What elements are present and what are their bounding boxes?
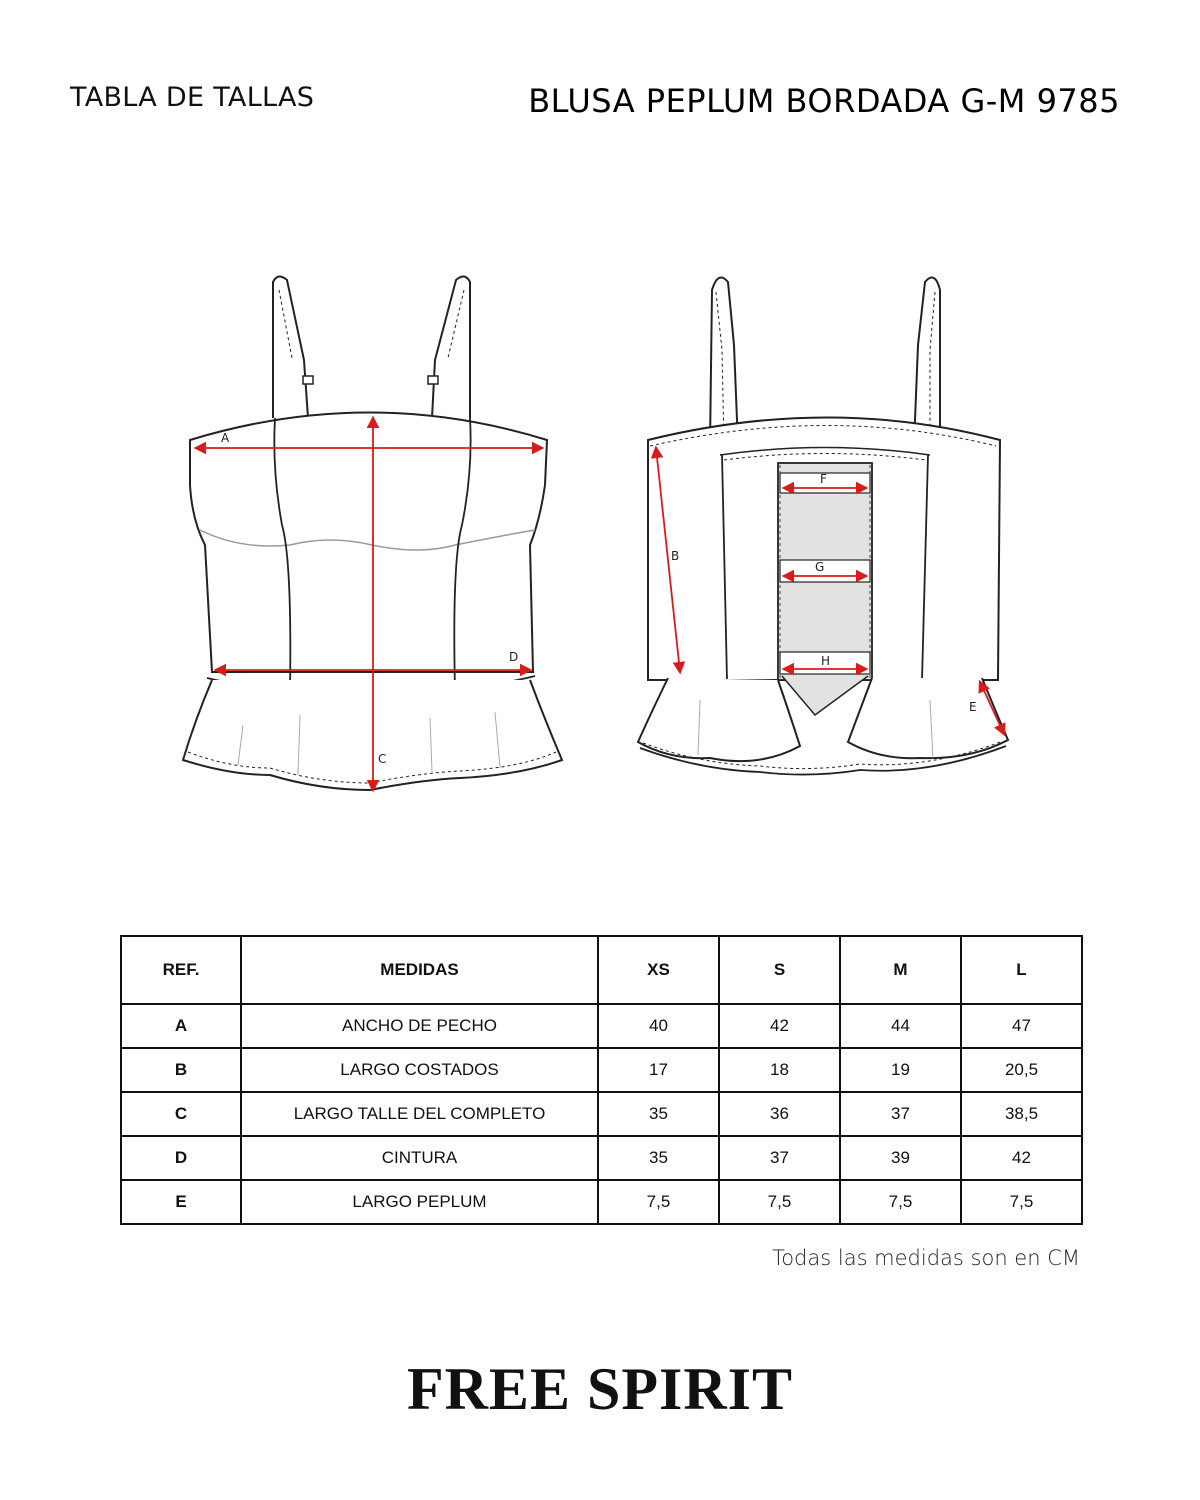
cell-s: 36 bbox=[719, 1092, 840, 1136]
header-ref: REF. bbox=[121, 936, 241, 1004]
header-xs: XS bbox=[598, 936, 719, 1004]
size-chart-title: TABLA DE TALLAS bbox=[70, 82, 315, 113]
garment-technical-drawing bbox=[0, 250, 1200, 810]
table-header-row bbox=[121, 936, 1082, 1004]
cell-l: 42 bbox=[961, 1136, 1082, 1180]
cell-s: 7,5 bbox=[719, 1180, 840, 1224]
table-row bbox=[121, 1136, 1082, 1180]
cell-xs: 17 bbox=[598, 1048, 719, 1092]
cell-m: 19 bbox=[840, 1048, 961, 1092]
table-row bbox=[121, 1048, 1082, 1092]
cell-xs: 40 bbox=[598, 1004, 719, 1048]
header-s: S bbox=[719, 936, 840, 1004]
cell-ref: E bbox=[121, 1180, 241, 1224]
cell-m: 44 bbox=[840, 1004, 961, 1048]
cell-m: 39 bbox=[840, 1136, 961, 1180]
header-medidas: MEDIDAS bbox=[241, 936, 598, 1004]
cell-xs: 7,5 bbox=[598, 1180, 719, 1224]
cell-medida: LARGO TALLE DEL COMPLETO bbox=[241, 1092, 598, 1136]
cell-medida: ANCHO DE PECHO bbox=[241, 1004, 598, 1048]
label-f: F bbox=[820, 472, 827, 486]
back-view bbox=[638, 278, 1008, 775]
label-g: G bbox=[815, 560, 825, 574]
label-e: E bbox=[969, 700, 977, 714]
size-table bbox=[120, 935, 1083, 1225]
table-row bbox=[121, 1004, 1082, 1048]
cell-s: 42 bbox=[719, 1004, 840, 1048]
cell-l: 38,5 bbox=[961, 1092, 1082, 1136]
units-note: Todas las medidas son en CM bbox=[771, 1246, 1080, 1270]
cell-ref: B bbox=[121, 1048, 241, 1092]
cell-xs: 35 bbox=[598, 1092, 719, 1136]
table-row bbox=[121, 1092, 1082, 1136]
cell-m: 37 bbox=[840, 1092, 961, 1136]
cell-s: 18 bbox=[719, 1048, 840, 1092]
label-b: B bbox=[671, 549, 680, 563]
cell-xs: 35 bbox=[598, 1136, 719, 1180]
cell-l: 20,5 bbox=[961, 1048, 1082, 1092]
cell-s: 37 bbox=[719, 1136, 840, 1180]
table-row bbox=[121, 1180, 1082, 1224]
cell-l: 47 bbox=[961, 1004, 1082, 1048]
product-title: BLUSA PEPLUM BORDADA G-M 9785 bbox=[528, 82, 1120, 120]
label-d: D bbox=[509, 650, 519, 664]
cell-l: 7,5 bbox=[961, 1180, 1082, 1224]
brand-logo: FREE SPIRIT bbox=[406, 1356, 794, 1422]
cell-medida: LARGO PEPLUM bbox=[241, 1180, 598, 1224]
header-m: M bbox=[840, 936, 961, 1004]
cell-ref: D bbox=[121, 1136, 241, 1180]
cell-m: 7,5 bbox=[840, 1180, 961, 1224]
label-c: C bbox=[378, 752, 387, 766]
label-h: H bbox=[821, 654, 831, 668]
cell-medida: CINTURA bbox=[241, 1136, 598, 1180]
cell-medida: LARGO COSTADOS bbox=[241, 1048, 598, 1092]
cell-ref: A bbox=[121, 1004, 241, 1048]
cell-ref: C bbox=[121, 1092, 241, 1136]
header-l: L bbox=[961, 936, 1082, 1004]
label-a: A bbox=[221, 431, 230, 445]
